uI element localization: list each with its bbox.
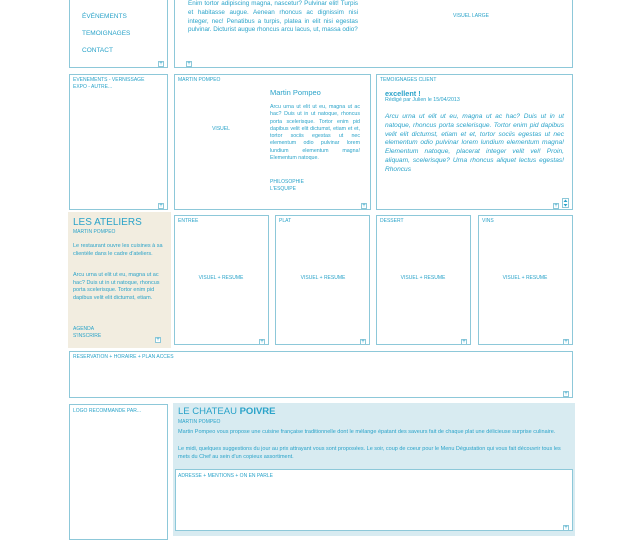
temoignage-byline: Rédigé par Julien le 15/04/2013 [385,97,460,103]
pompeo-link-esquipe[interactable]: L'ESQUIPE [270,186,296,192]
nav-item-evenements[interactable]: ÉVÉNEMENTS [82,13,127,20]
events-panel [69,74,168,210]
menu-card-entree-label: ENTREE [178,218,199,224]
menu-card-plat-visual: VISUEL + RESUME [300,275,346,281]
ateliers-title: LES ATELIERS [73,217,142,228]
chateau-title-a: LE CHATEAU [178,406,240,417]
menu-card-plat-label: PLAT [279,218,292,224]
temoignages-header: TEMOIGNAGES CLIENT [380,77,437,83]
events-title: EVENEMENTS - VERNISSAGE EXPO - AUTRE... [73,77,145,90]
logos-panel [69,404,168,540]
nav-item-ateliers[interactable] [82,0,127,1]
pompeo-header: MARTIN POMPEO [178,77,221,83]
pompeo-expand-plus[interactable]: + [362,203,366,209]
up-down-arrows-icon [563,199,568,207]
chateau-paragraph-2: Le midi, quelques suggestions du jour au prix attrayant vous sont proposées. Le soir, coup de coeur pour le Menu Dégustation qui vous fait découvrir tous les mets du Chef au sein d'un copieux assortiment. [178,446,561,460]
chateau-paragraph-1: Martin Pompeo vous propose une cuisine française traditionnelle dont le mélange épatant des saveurs fait de chaque plat une délicieuse surprise culinaire. [178,429,556,435]
reservation-expand-plus[interactable]: + [564,391,568,397]
reservation-label[interactable]: RESERVATION + HORAIRE + PLAN ACCES [73,354,174,360]
address-expand-plus[interactable]: + [564,525,568,531]
menu-card-vins-label: VINS [482,218,494,224]
ateliers-text-body: Arcu urna ut elit ut eu, magna ut ac hac? Duis ut in ut natoque, rhoncus porta scelerisque. Tortor enim pid dapibus velit elit dictumst, etiam. [73,272,160,301]
top-visual-placeholder: VISUEL LARGE [453,13,489,19]
menu-card-vins-visual: VISUEL + RESUME [502,275,548,281]
ateliers-expand-plus[interactable]: + [156,337,160,343]
temoignages-expand-plus[interactable]: + [554,203,558,209]
menu-card-dessert-plus[interactable]: + [462,339,466,345]
address-label[interactable]: ADRESSE + MENTIONS + ON EN PARLE [178,473,273,479]
menu-card-dessert-visual: VISUEL + RESUME [400,275,446,281]
nav-item-temoignages[interactable]: TEMOIGNAGES [82,30,131,37]
menu-card-entree-visual: VISUEL + RESUME [198,275,244,281]
ateliers-link-agenda[interactable]: AGENDA [73,326,95,332]
ateliers-subtitle: MARTIN POMPEO [73,229,116,235]
pompeo-text: Arcu urna ut elit ut eu, magna ut ac hac? Duis ut in ut natoque, rhoncus porta scelerisque. Tortor enim pid dapibus velit elit dictumst, etiam et et, tortor sociis egestas ut nec elementum odio pulvinar lorem lundium elementum magna! Elementum natoque. [270,104,360,162]
nav-expand-plus[interactable]: + [159,61,163,67]
ateliers-link-inscrire[interactable]: S'INSCRIRE [73,333,102,339]
top-expand-plus[interactable]: + [187,61,191,67]
menu-card-vins-plus[interactable]: + [564,339,568,345]
pompeo-visual-placeholder: VISUEL [212,126,230,132]
chateau-subtitle: MARTIN POMPEO [178,419,221,425]
pompeo-name: Martin Pompeo [270,88,321,97]
menu-card-plat-plus[interactable]: + [361,339,365,345]
ateliers-text-intro: Le restaurant ouvre les cuisines à sa clientèle dans le cadre d'ateliers. [73,243,163,257]
chateau-title-b: POIVRE [239,406,276,417]
events-expand-plus[interactable]: + [159,203,163,209]
logos-label: LOGO RECOMMANDE PAR... [73,408,141,414]
temoignages-scroll-arrows[interactable] [562,198,569,208]
nav-item-contact[interactable]: CONTACT [82,47,113,54]
menu-card-entree-plus[interactable]: + [260,339,264,345]
menu-card-dessert-label: DESSERT [380,218,404,224]
temoignage-title: excellent ! [385,89,421,98]
temoignage-quote: Arcu urna ut elit ut eu, magna ut ac hac? Duis ut in ut natoque, rhoncus porta scelerisque. Tortor enim pid dapibus velit elit dictumst, etiam et et, tortor sociis egestas ut nec elementum odio pulvinar lorem lundium elementum magna! Elementum natoque, placerat integer velit vel! Proin, aliquam, scelerisque? Urna rhoncus aliquet lectus egestas! Rhoncus [385,113,564,173]
top-feature-text: Enim tortor adipiscing magna, nascetur? Pulvinar elit! Turpis et habitasse augue. Aenean rhoncus ac dignissim nisi integer, nec! Penatibus a turpis, platea in elit nisi egestas pulvinar. Dicturist augue rhoncus arcu lacus, ut, massa odio? [188,0,358,34]
pompeo-link-philosophie[interactable]: PHILOSOPHIE [270,179,304,185]
chateau-title [178,406,276,417]
